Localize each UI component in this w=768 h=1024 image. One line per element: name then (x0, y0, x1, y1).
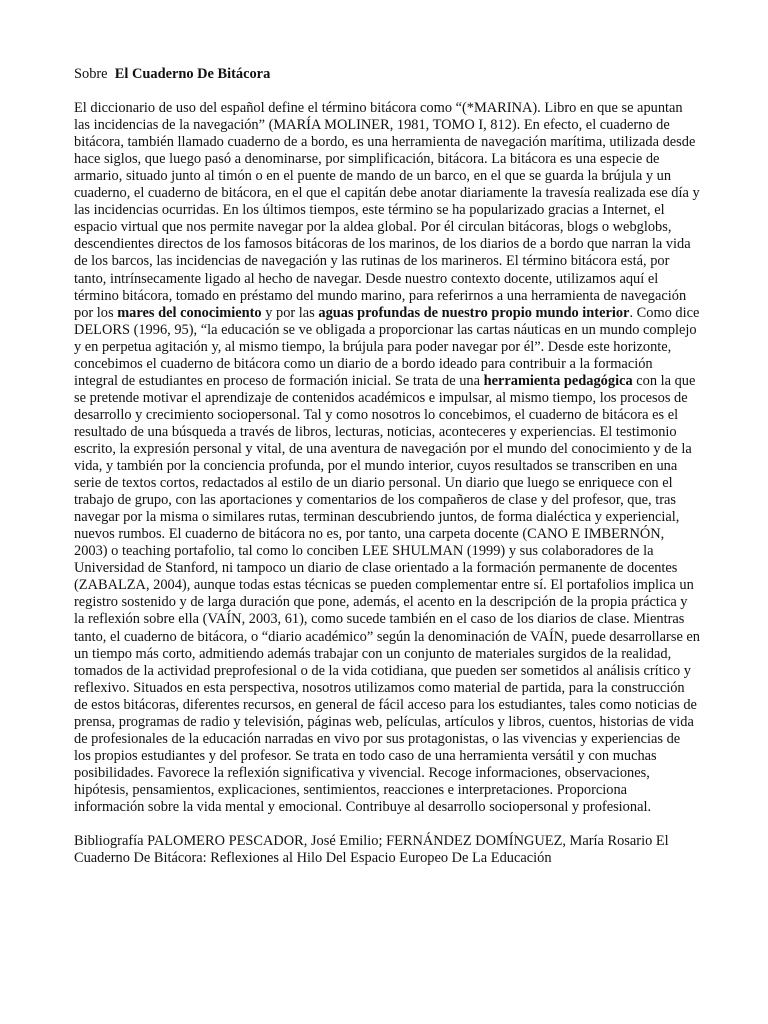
title-prefix: Sobre (74, 66, 108, 82)
document-title (74, 66, 700, 83)
body-text-4: con la que se pretende motivar el aprendizaje de contenidos académicos e impulsar, al mismo tiempo, los procesos de desarrollo y crecimiento sociopersonal. Tal y como nosotros lo concebimos, el cuaderno de bitácora es el resultado de una búsqueda a través de libros, lecturas, noticias, aconteceres y experiencias. El testimonio escrito, la expresión personal y vital, de una aventura de navegación por el mundo del conocimiento y de la vida, y también por la conciencia profunda, por el mundo interior, cuyos resultados se transcriben en una serie de textos cortos, redactados al estilo de un diario personal. Un diario que luego se enriquece con el trabajo de grupo, con las aportaciones y comentarios de los compañeros de clase y del profesor, que, tras navegar por la misma o similares rutas, terminan descubriendo juntos, de forma dialéctica y experiencial, nuevos rumbos. El cuaderno de bitácora no es, por tanto, una carpeta docente (CANO E IMBERNÓN, 2003) o teaching portafolio, tal como lo conciben LEE SHULMAN (1999) y sus colaboradores de la Universidad de Stanford, ni tampoco un diario de clase orientado a la formación permanente de docentes (ZABALZA, 2004), aunque todas estas técnicas se pueden complementar entre sí. El portafolios implica un registro sostenido y de larga duración que pone, además, el acento en la descripción de la propia práctica y la reflexión sobre ella (VAÍN, 2003, 61), como sucede también en el caso de los diarios de clase. Mientras tanto, el cuaderno de bitácora, o “diario académico” según la denominación de VAÍN, puede desarrollarse en un tiempo más corto, admitiendo además trabajar con un conjunto de materiales surgidos de la realidad, tomados de la actividad preprofesional o de la vida cotidiana, que pueden ser sometidos al análisis crítico y reflexivo. Situados en esta perspectiva, nosotros utilizamos como material de partida, para la construcción de estos bitácoras, diferentes recursos, en general de fácil acceso para los estudiantes, tales como noticias de prensa, programas de radio y televisión, páginas web, películas, artículos y libros, cuentos, historias de vida de profesionales de la educación narradas en vivo por sus protagonistas, o las vivencias y experiencias de los propios estudiantes y del profesor. Se trata en todo caso de una herramienta versátil y con muchas posibilidades. Favorece la reflexión significativa y vivencial. Recoge informaciones, observaciones, hipótesis, pensamientos, explicaciones, sentimientos, reacciones e interpretaciones. Proporciona información sobre la vida mental y emocional. Contribuye al desarrollo sociopersonal y profesional. (74, 372, 701, 815)
bold-phrase-aguas: aguas profundas de nuestro propio mundo interior (318, 304, 630, 321)
body-paragraph (74, 100, 700, 816)
body-text-1: El diccionario de uso del español define el término bitácora como “(*MARINA). Libro en que se apuntan las incidencias de la navegación” (MARÍA MOLINER, 1981, TOMO I, 812). En efecto, el cuaderno de bitácora, también llamado cuaderno de a bordo, es una herramienta de navegación marítima, utilizada desde hace siglos, que luego pasó a denominarse, por simplificación, bitácora. La bitácora es una especie de armario, situado junto al timón o en el puente de mando de un barco, en el que se guarda la brújula y un cuaderno, el cuaderno de bitácora, en el que el capitán debe anotar diariamente la travesía realizada ese día y las incidencias ocurridas. En los últimos tiempos, este término se ha popularizado gracias a Internet, el espacio virtual que nos permite navegar por la aldea global. Por él circulan bitácoras, blogs o webglobs, descendientes directos de los famosos bitácoras de los marinos, de los diarios de a bordo que narran la vida de los barcos, las incidencias de navegación y las rutinas de los marineros. El término bitácora está, por tanto, intrínsecamente ligado al hecho de navegar. Desde nuestro contexto docente, utilizamos aquí el término bitácora, tomado en préstamo del mundo marino, para referirnos a una herramienta de navegación por los (74, 100, 700, 321)
title-text: El Cuaderno De Bitácora (114, 66, 271, 82)
document-page (74, 66, 700, 867)
bold-phrase-mares: mares del conocimiento (117, 304, 262, 321)
bibliography: Bibliografía PALOMERO PESCADOR, José Emilio; FERNÁNDEZ DOMÍNGUEZ, María Rosario El Cuaderno De Bitácora: Reflexiones al Hilo Del Espacio Europeo De La Educación (74, 833, 669, 867)
body-text-3: . Como dice DELORS (1996, 95), “la educación se ve obligada a proporcionar las cartas náuticas en un mundo complejo y en perpetua agitación y, al mismo tiempo, la brújula para poder navegar por él”. Desde este horizonte, concebimos el cuaderno de bitácora como un diario de a bordo ideado para contribuir a la formación integral de estudiantes en proceso de formación inicial. Se trata de una (74, 304, 700, 389)
body-text-2: y por las (261, 304, 319, 321)
bold-phrase-herramienta: herramienta pedagógica (483, 372, 633, 389)
